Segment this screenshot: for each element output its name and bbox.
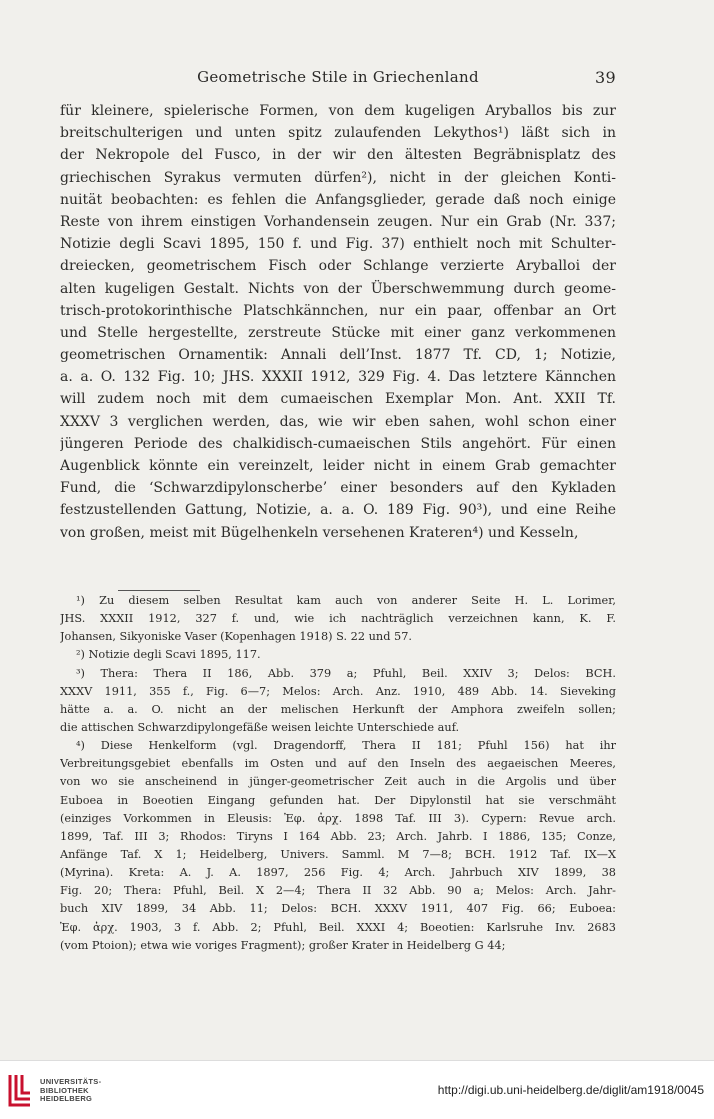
body-line: will zudem noch mit dem cumaeischen Exemplar Mon. Ant. XXII Tf. [60, 391, 616, 408]
footnote-line: ³) Thera: Thera II 186, Abb. 379 a; Pfuhl, Beil. XXIV 3; Delos: BCH. [76, 666, 616, 680]
footnote-line: XXXV 1911, 355 f., Fig. 6—7; Melos: Arch. Anz. 1910, 489 Abb. 14. Sieveking [60, 684, 616, 698]
body-line: Reste von ihrem einstigen Vorhandensein zeugen. Nur ein Grab (Nr. 337; [60, 213, 616, 230]
footnote-line: 1899, Taf. III 3; Rhodos: Tiryns I 164 Abb. 23; Arch. Jahrb. I 1886, 135; Conze, [60, 829, 616, 843]
footnote-line: Verbreitungsgebiet ebenfalls im Osten und auf den Inseln des aegaeischen Meeres, [60, 757, 616, 771]
footnote-line: Fig. 20; Thera: Pfuhl, Beil. X 2—4; Thera II 32 Abb. 90 a; Melos: Arch. Jahr- [60, 884, 616, 898]
body-line: alten kugeligen Gestalt. Nichts von der Überschwemmung durch geome- [60, 280, 616, 297]
body-line: Notizie degli Scavi 1895, 150 f. und Fig. 37) enthielt noch mit Schulter- [60, 236, 616, 253]
body-line: dreiecken, geometrischem Fisch oder Schlange verzierte Aryballoi der [60, 258, 616, 275]
body-line: festzustellenden Gattung, Notizie, a. a. O. 189 Fig. 90³), und eine Reihe [60, 502, 616, 519]
footnotes [60, 592, 616, 955]
body-line: Fund, die ‘Schwarzdipylonscherbe’ einer besonders auf den Kykladen [60, 480, 616, 497]
body-line: geometrischen Ornamentik: Annali dell’Inst. 1877 Tf. CD, 1; Notizie, [60, 347, 616, 364]
body-line: für kleinere, spielerische Formen, von dem kugeligen Aryballos bis zur [60, 103, 616, 119]
footnote-line: (Myrina). Kreta: A. J. A. 1897, 256 Fig. 4; Arch. Jahrbuch XIV 1899, 38 [60, 866, 616, 880]
body-line: von großen, meist mit Bügelhenkeln versehenen Krateren⁴) und Kesseln, [60, 524, 579, 541]
viewer-footer [0, 1060, 714, 1119]
body-line: und Stelle hergestellte, zerstreute Stücke mit einer ganz verkommenen [60, 324, 616, 341]
footnote-line: Ἐφ. ἀρχ. 1903, 3 f. Abb. 2; Pfuhl, Beil. XXXI 4; Boeotien: Karlsruhe Inv. 2683 [60, 920, 616, 934]
footnote-line: die attischen Schwarzdipylongefäße weisen leichte Unterschiede auf. [60, 720, 460, 734]
footnote-line: ¹) Zu diesem selben Resultat kam auch von anderer Seite H. L. Lorimer, [76, 594, 616, 607]
body-line: nuität beobachten: es fehlen die Anfangsglieder, gerade daß noch einige [60, 191, 616, 208]
footnote-line: buch XIV 1899, 34 Abb. 11; Delos: BCH. XXXV 1911, 407 Fig. 66; Euboea: [60, 902, 616, 916]
footnote-line: ²) Notizie degli Scavi 1895, 117. [76, 648, 261, 662]
footnote-line: Johansen, Sikyoniske Vaser (Kopenhagen 1918) S. 22 und 57. [60, 630, 412, 644]
body-line: breitschulterigen und unten spitz zulaufenden Lekythos¹) läßt sich in [60, 125, 616, 142]
page-number: 39 [595, 68, 616, 87]
main-text [60, 100, 616, 544]
body-line: XXXV 3 verglichen werden, das, wie wir eben sahen, wohl schon einer [60, 413, 616, 430]
footnote-line: von wo sie anscheinend in jünger-geometrischer Zeit auch in die Argolis und über [60, 775, 616, 789]
footnote-separator [118, 590, 200, 591]
body-line: a. a. O. 132 Fig. 10; JHS. XXXII 1912, 329 Fig. 4. Das letztere Kännchen [60, 369, 616, 386]
body-line: griechischen Syrakus vermuten dürfen²), nicht in der gleichen Konti- [60, 169, 616, 186]
footnote-line: (vom Ptoion); etwa wie voriges Fragment); großer Krater in Heidelberg G 44; [60, 938, 506, 952]
footnote-line: JHS. XXXII 1912, 327 f. und, wie ich nachträglich verzeichnen kann, K. F. [60, 612, 616, 626]
footnote-line: Anfänge Taf. X 1; Heidelberg, Univers. Samml. M 7—8; BCH. 1912 Taf. IX—X [60, 847, 616, 861]
running-head-title: Geometrische Stile in Griechenland [197, 68, 479, 86]
permalink-url[interactable]: http://digi.ub.uni-heidelberg.de/diglit/am1918/0045 [437, 1083, 704, 1097]
library-logo-text: UNIVERSITÄTS- BIBLIOTHEK HEIDELBERG [40, 1077, 102, 1103]
footnote-line: Euboea in Boeotien Eingang gefunden hat. Der Dipylonstil hat sie verschmäht [60, 793, 616, 807]
body-line: trisch-protokorinthische Platschkännchen, nur ein paar, offenbar an Ort [60, 302, 616, 319]
footnote-line: hätte a. a. O. nicht an der melischen Herkunft der Amphora zweifeln sollen; [60, 702, 616, 716]
body-line: Augenblick könnte ein vereinzelt, leider nicht in einem Grab gemachter [60, 458, 616, 474]
footnote-line: ⁴) Diese Henkelform (vgl. Dragendorff, Thera II 181; Pfuhl 156) hat ihr [76, 739, 616, 753]
ub-heidelberg-logo-icon [6, 1071, 34, 1109]
body-line: jüngeren Periode des chalkidisch-cumaeischen Stils angehört. Für einen [60, 435, 616, 452]
body-line: der Nekropole del Fusco, in der wir den ältesten Begräbnisplatz des [60, 147, 616, 164]
footnote-line: (einziges Vorkommen in Eleusis: Ἐφ. ἀρχ. 1898 Taf. III 3). Cypern: Revue arch. [60, 811, 616, 825]
